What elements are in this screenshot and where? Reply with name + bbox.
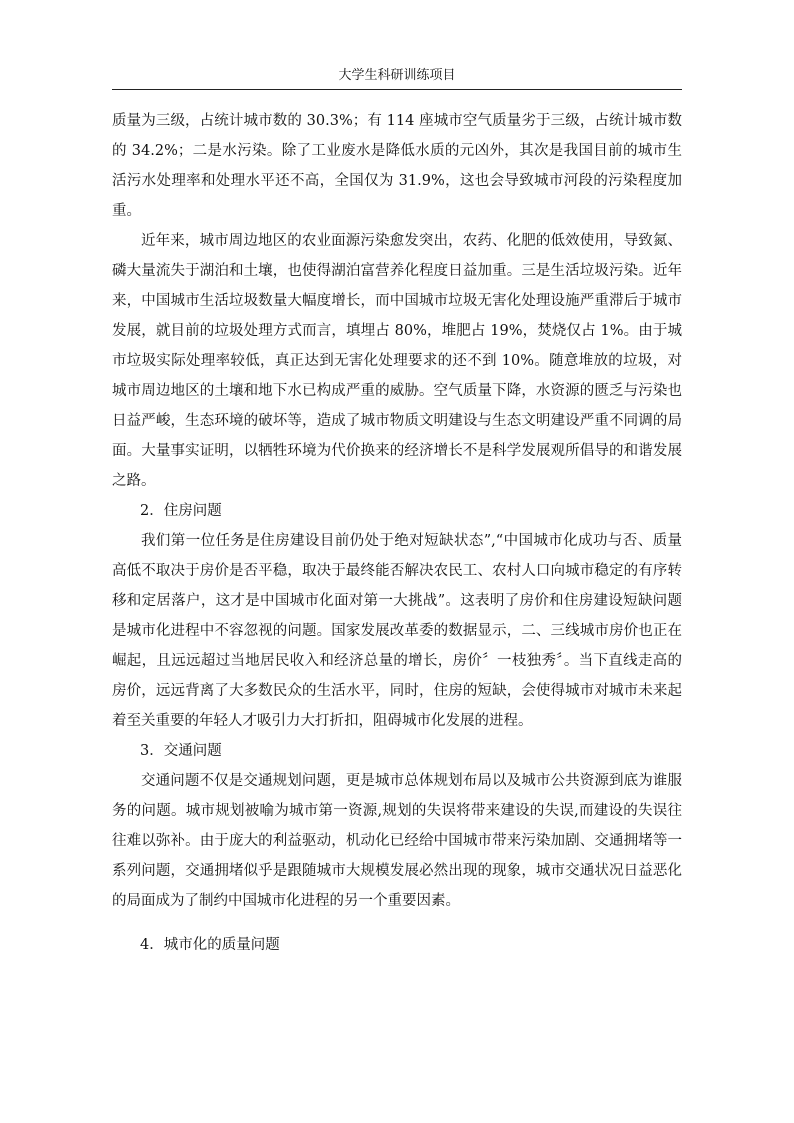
- section-heading-quality: 4．城市化的质量问题: [140, 937, 280, 953]
- page-header: 大学生科研训练项目: [338, 68, 456, 83]
- paragraph-traffic: 交通问题不仅是交通规划问题，更是城市总体规划布局以及城市公共资源到底为谁服务的问题。城市规划被喻为城市第一资源,规划的失误将带来建设的失误,而建设的失误往往难以弥补。由于庞大的利益驱动，机动化已经给中国城市带来污染加剧、交通拥堵等一系列问题，交通拥堵似乎是跟随城市大规模发展必然出现的现象，城市交通状况日益恶化的局面成为了制约中国城市化进程的另一个重要因素。: [112, 773, 682, 909]
- section-heading-traffic: 3．交通问题: [140, 743, 222, 759]
- section-heading-housing: 2．住房问题: [140, 503, 222, 519]
- paragraph-pollution-continued: 质量为三级，占统计城市数的 30.3%；有 114 座城市空气质量劣于三级，占统计城市数的 34.2%；二是水污染。除了工业废水是降低水质的元凶外，其次是我国目前的城市生活污水处理率和处理水平还不高，全国仅为 31.9%，这也会导致城市河段的污染程度加重。: [112, 113, 682, 219]
- paragraph-pollution-agriculture: 近年来，城市周边地区的农业面源污染愈发突出，农药、化肥的低效使用，导致氮、磷大量流失于湖泊和土壤，也使得湖泊富营养化程度日益加重。三是生活垃圾污染。近年来，中国城市生活垃圾数量大幅度增长，而中国城市垃圾无害化处理设施严重滞后于城市发展，就目前的垃圾处理方式而言，填埋占 80%，堆肥占 19%，焚烧仅占 1%。由于城市垃圾实际处理率较低，真正达到无害化处理要求的还不到 10%。随意堆放的垃圾，对城市周边地区的土壤和地下水已构成严重的威胁。空气质量下降，水资源的匮乏与污染也日益严峻，生态环境的破坏等，造成了城市物质文明建设与生态文明建设严重不同调的局面。大量事实证明，以牺牲环境为代价换来的经济增长不是科学发展观所倡导的和谐发展之路。: [112, 233, 682, 489]
- document-body: [112, 106, 682, 960]
- header-divider: [112, 89, 682, 90]
- paragraph-housing: 我们第一位任务是住房建设目前仍处于绝对短缺状态”,“中国城市化成功与否、质量高低不取决于房价是否平稳，取决于最终能否解决农民工、农村人口向城市稳定的有序转移和定居落户，这才是中国城市化面对第一大挑战”。这表明了房价和住房建设短缺问题是城市化进程中不容忽视的问题。国家发展改革委的数据显示，二、三线城市房价也正在崛起，且远远超过当地居民收入和经济总量的增长，房价〞一枝独秀〞。当下直线走高的房价，远远背离了大多数民众的生活水平，同时，住房的短缺，会使得城市对城市未来起着至关重要的年轻人才吸引力大打折扣，阻碍城市化发展的进程。: [112, 533, 682, 729]
